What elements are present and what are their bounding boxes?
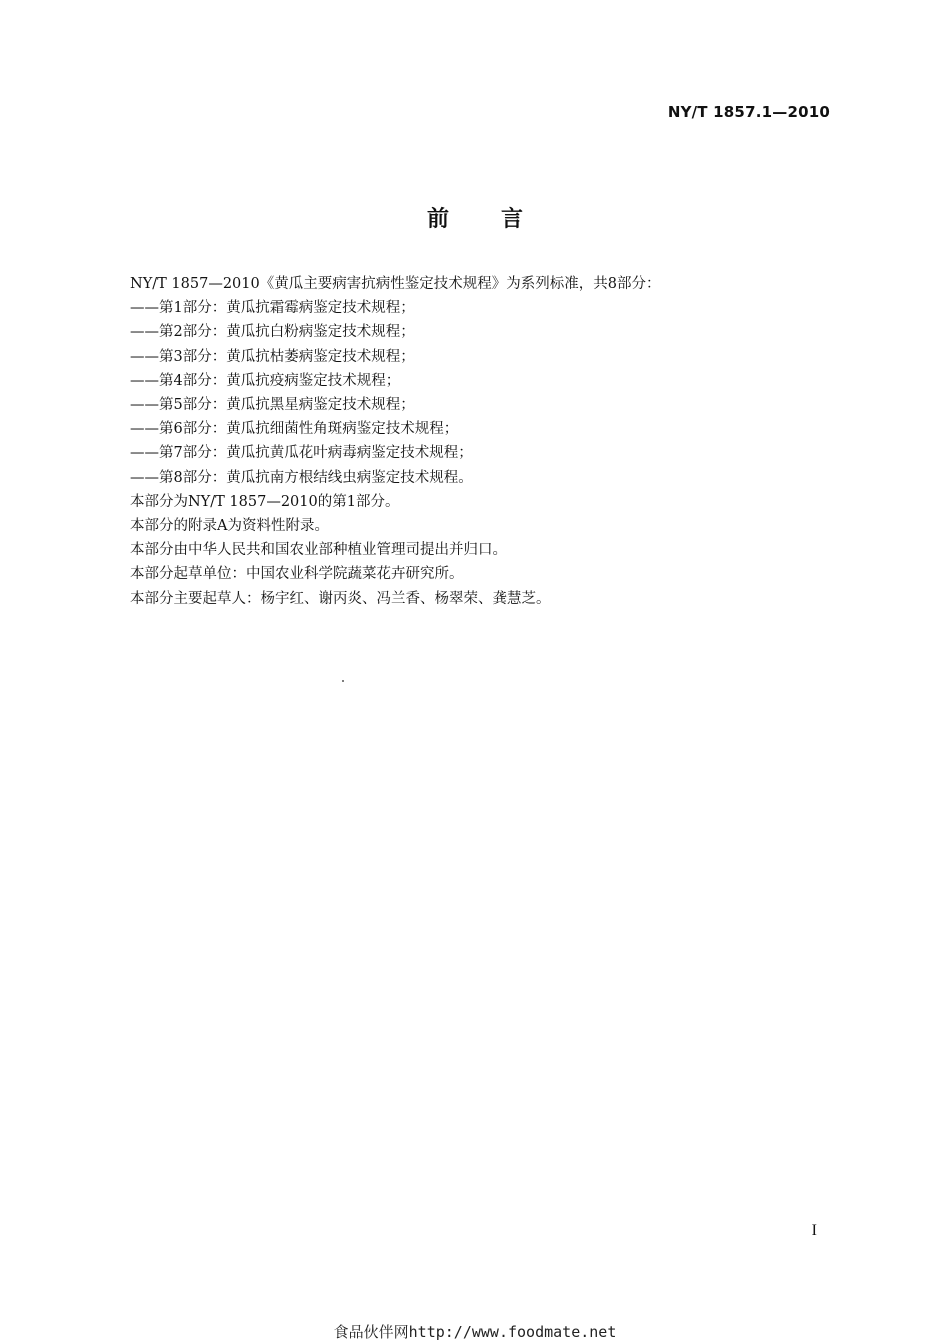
scan-speck [342, 680, 344, 682]
paragraph-drafting-unit: 本部分起草单位：中国农业科学院蔬菜花卉研究所。 [130, 566, 464, 583]
paragraph-this-part: 本部分为NY/T 1857—2010的第1部分。 [130, 493, 400, 510]
paragraph-proposer: 本部分由中华人民共和国农业部种植业管理司提出并归口。 [130, 542, 507, 559]
list-item-part-2: ——第2部分：黄瓜抗白粉病鉴定技术规程； [130, 324, 415, 341]
list-item-part-5: ——第5部分：黄瓜抗黑星病鉴定技术规程； [130, 397, 415, 414]
list-item-part-7: ——第7部分：黄瓜抗黄瓜花叶病毒病鉴定技术规程； [130, 445, 473, 462]
paragraph-drafters: 本部分主要起草人：杨宇红、谢丙炎、冯兰香、杨翠荣、龚慧芝。 [130, 590, 551, 607]
list-item-part-1: ——第1部分：黄瓜抗霜霉病鉴定技术规程； [130, 300, 415, 317]
list-item-part-8: ——第8部分：黄瓜抗南方根结线虫病鉴定技术规程。 [130, 469, 473, 486]
foreword-body [130, 272, 830, 611]
paragraph-series-intro: NY/T 1857—2010《黄瓜主要病害抗病性鉴定技术规程》为系列标准，共8部分： [130, 276, 661, 292]
list-item-part-4: ——第4部分：黄瓜抗疫病鉴定技术规程； [130, 372, 401, 389]
list-item-part-3: ——第3部分：黄瓜抗枯萎病鉴定技术规程； [130, 348, 415, 365]
page-number: I [811, 1222, 817, 1239]
standard-code: NY/T 1857.1—2010 [667, 103, 830, 121]
paragraph-appendix: 本部分的附录A为资料性附录。 [130, 518, 329, 535]
watermark-link[interactable]: 食品伙伴网http://www.foodmate.net [333, 1323, 617, 1341]
page-title: 前言 [426, 207, 575, 232]
list-item-part-6: ——第6部分：黄瓜抗细菌性角斑病鉴定技术规程； [130, 421, 459, 438]
